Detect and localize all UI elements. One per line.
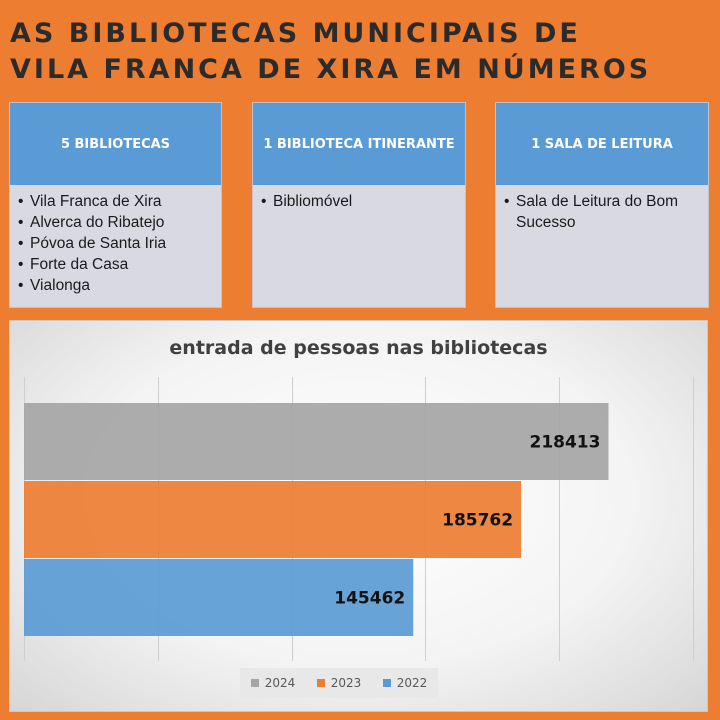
list-item: • Alverca do Ribatejo (18, 212, 215, 233)
legend-label: 2023 (330, 676, 362, 690)
chart-title: entrada de pessoas nas bibliotecas (169, 337, 548, 359)
chart-legend (240, 668, 438, 698)
card-biblioteca-itinerante (252, 102, 466, 308)
list-item: • Forte da Casa (18, 254, 215, 275)
card-list (10, 185, 221, 296)
legend-label: 2022 (396, 676, 428, 690)
card-bibliotecas (9, 102, 222, 308)
legend-swatch (383, 679, 391, 687)
data-label-2023: 185762 (442, 510, 514, 531)
legend-item-2024 (251, 676, 296, 690)
legend-swatch (251, 679, 259, 687)
card-list (496, 185, 708, 233)
list-item: • Vila Franca de Xira (18, 191, 215, 212)
list-item: • Sala de Leitura do Bom Sucesso (504, 191, 702, 233)
chart-container (9, 320, 708, 712)
card-header: 1 SALA DE LEITURA (496, 103, 708, 185)
bar-chart (10, 321, 709, 713)
legend-swatch (317, 679, 325, 687)
page-title-line-1: AS BIBLIOTECAS MUNICIPAIS DE (10, 18, 581, 49)
list-item: • Bibliomóvel (261, 191, 459, 212)
page-title-line-2: VILA FRANCA DE XIRA EM NÚMEROS (10, 54, 652, 85)
list-item: • Vialonga (18, 275, 215, 296)
page-title (10, 16, 651, 88)
card-list (253, 185, 465, 212)
card-sala-de-leitura (495, 102, 709, 308)
bar-2024 (24, 403, 608, 480)
data-label-2024: 218413 (529, 432, 601, 453)
legend-item-2023 (317, 676, 362, 690)
card-header: 5 BIBLIOTECAS (10, 103, 221, 185)
card-header: 1 BIBLIOTECA ITINERANTE (253, 103, 465, 185)
data-label-2022: 145462 (334, 588, 406, 609)
legend-item-2022 (383, 676, 428, 690)
legend-label: 2024 (264, 676, 296, 690)
list-item: • Póvoa de Santa Iria (18, 233, 215, 254)
